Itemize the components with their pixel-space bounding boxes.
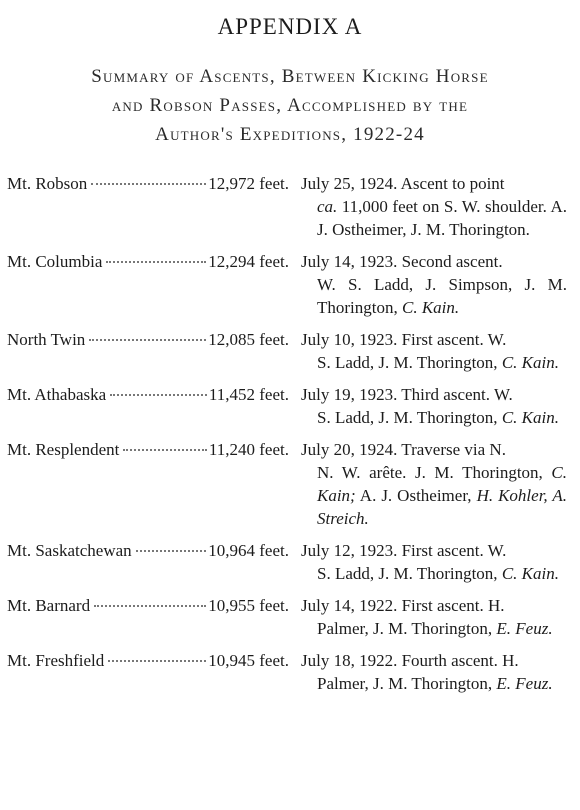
mountain-height: 10,964 feet.: [208, 541, 289, 560]
mountain-name: Mt. Resplendent: [7, 440, 120, 459]
ascent-entry: [7, 438, 573, 530]
description-text: W. S. Ladd, J. Simpson, J. M. Thorington,: [317, 275, 567, 317]
description-first-line: July 19, 1923. Third ascent. W.: [301, 385, 513, 404]
mountain-name: Mt. Barnard: [7, 596, 91, 615]
dot-leader: [89, 338, 206, 341]
mountain-height: 10,955 feet.: [208, 596, 289, 615]
mountain-name: Mt. Freshfield: [7, 651, 105, 670]
ascent-entry: [7, 172, 573, 241]
ascent-entry: [7, 250, 573, 319]
ascent-description: [289, 172, 573, 241]
mountain-column: [7, 649, 289, 672]
ascent-list: [7, 172, 573, 704]
description-italic: C. Kain.: [501, 564, 559, 583]
mountain-name: Mt. Robson: [7, 174, 88, 193]
description-text: S. Ladd, J. M. Thorington,: [317, 408, 502, 427]
description-italic: C. Kain;: [317, 463, 567, 505]
ascent-entry: [7, 383, 573, 429]
mountain-column: [7, 172, 289, 195]
description-continuation: [301, 672, 567, 695]
mountain-name: Mt. Columbia: [7, 252, 103, 271]
description-first-line: July 14, 1922. First ascent. H.: [301, 596, 505, 615]
description-continuation: [301, 273, 567, 319]
mountain-height: 11,452 feet.: [208, 385, 289, 404]
mountain-column: [7, 539, 289, 562]
dot-leader: [110, 393, 207, 396]
description-text: 11,000 feet on S. W. shoulder. A. J. Ostheimer, J. M. Thorington.: [317, 197, 567, 239]
mountain-column: [7, 383, 289, 406]
mountain-height: 12,085 feet.: [208, 330, 289, 349]
description-text: Palmer, J. M. Thorington,: [317, 619, 497, 638]
dot-leader: [136, 549, 207, 552]
description-first-line: July 14, 1923. Second ascent.: [301, 252, 503, 271]
description-text: A. J. Ostheimer,: [355, 486, 477, 505]
description-italic: E. Feuz.: [496, 674, 553, 693]
mountain-height: 11,240 feet.: [208, 440, 289, 459]
ascent-entry: [7, 539, 573, 585]
appendix-heading: APPENDIX A: [217, 14, 363, 39]
description-continuation: [301, 617, 567, 640]
mountain-column: [7, 438, 289, 461]
description-text: S. Ladd, J. M. Thorington,: [317, 564, 502, 583]
description-continuation: [301, 406, 567, 429]
ascent-description: [289, 250, 573, 319]
description-italic: C. Kain.: [501, 408, 559, 427]
ascent-description: [289, 438, 573, 530]
ascent-entry: [7, 328, 573, 374]
description-first-line: July 25, 1924. Ascent to point: [301, 174, 505, 193]
description-continuation: [301, 461, 567, 530]
mountain-name: Mt. Saskatchewan: [7, 541, 132, 560]
description-first-line: July 10, 1923. First ascent. W.: [301, 330, 507, 349]
mountain-name: North Twin: [7, 330, 86, 349]
dot-leader: [108, 659, 206, 662]
description-first-line: July 20, 1924. Traverse via N.: [301, 440, 506, 459]
appendix-subtitle: [0, 62, 580, 149]
description-continuation: [301, 562, 567, 585]
mountain-name: Mt. Athabaska: [7, 385, 107, 404]
mountain-column: [7, 250, 289, 273]
ascent-entry: [7, 594, 573, 640]
description-italic: E. Feuz.: [496, 619, 553, 638]
subtitle-line: Author's Expeditions, 1922-24: [155, 124, 425, 145]
mountain-height: 10,945 feet.: [208, 651, 289, 670]
description-italic: ca.: [317, 197, 338, 216]
subtitle-line: and Robson Passes, Accomplished by the: [111, 95, 469, 116]
subtitle-line: Summary of Ascents, Between Kicking Horse: [91, 66, 489, 87]
description-italic: C. Kain.: [402, 298, 460, 317]
mountain-column: [7, 328, 289, 351]
description-text: Palmer, J. M. Thorington,: [317, 674, 497, 693]
mountain-column: [7, 594, 289, 617]
description-continuation: [301, 351, 567, 374]
description-first-line: July 12, 1923. First ascent. W.: [301, 541, 507, 560]
dot-leader: [106, 260, 206, 263]
ascent-description: [289, 649, 573, 695]
description-text: N. W. arête. J. M. Thorington,: [317, 463, 552, 482]
dot-leader: [123, 448, 207, 451]
dot-leader: [91, 182, 206, 185]
mountain-height: 12,294 feet.: [208, 252, 289, 271]
ascent-description: [289, 594, 573, 640]
mountain-height: 12,972 feet.: [208, 174, 289, 193]
ascent-description: [289, 328, 573, 374]
description-italic: H. Kohler, A. Streich.: [317, 486, 567, 528]
ascent-description: [289, 539, 573, 585]
description-first-line: July 18, 1922. Fourth ascent. H.: [301, 651, 519, 670]
description-italic: C. Kain.: [501, 353, 559, 372]
ascent-description: [289, 383, 573, 429]
description-continuation: [301, 195, 567, 241]
description-text: S. Ladd, J. M. Thorington,: [317, 353, 502, 372]
ascent-entry: [7, 649, 573, 695]
dot-leader: [94, 604, 206, 607]
